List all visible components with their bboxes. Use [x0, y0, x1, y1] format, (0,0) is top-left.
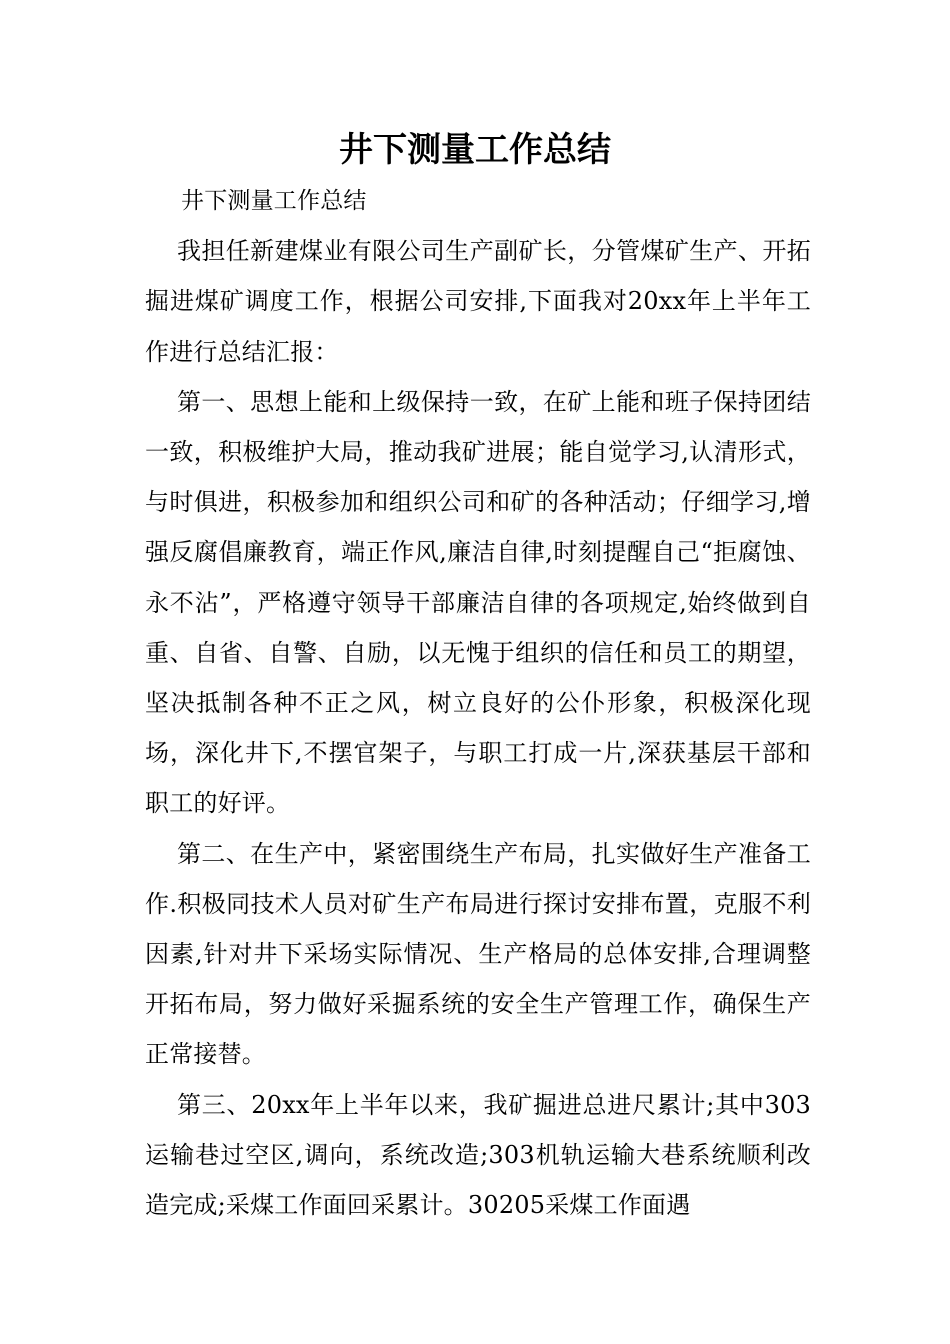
section-two-paragraph: 第二、在生产中，紧密围绕生产布局，扎实做好生产准备工作.积极同技术人员对矿生产布局进行探讨安排布置，克服不利因素,针对井下采场实际情况、生产格局的总体安排,合理调整开拓布局，努力做好采掘系统的安全生产管理工作，确保生产正常接替。: [145, 839, 811, 1069]
document-title: 井下测量工作总结: [339, 130, 611, 170]
section-three-paragraph: 第三、20xx年上半年以来，我矿掘进总进尺累计;其中303运输巷过空区,调向，系统改造;303机轨运输大巷系统顺利改造完成;采煤工作面回采累计。30205采煤工作面遇: [145, 1090, 811, 1220]
intro-paragraph: 我担任新建煤业有限公司生产副矿长，分管煤矿生产、开拓掘进煤矿调度工作，根据公司安排,下面我对20xx年上半年工作进行总结汇报：: [145, 237, 811, 366]
section-one-paragraph: 第一、思想上能和上级保持一致，在矿上能和班子保持团结一致，积极维护大局，推动我矿进展；能自觉学习,认清形式，与时俱进，积极参加和组织公司和矿的各种活动；仔细学习,增强反腐倡廉教育，端正作风,廉洁自律,时刻提醒自己“拒腐蚀、永不沾”，严格遵守领导干部廉洁自律的各项规定,始终做到自重、自省、自警、自励，以无愧于组织的信任和员工的期望，坚决抵制各种不正之风，树立良好的公仆形象，积极深化现场，深化井下,不摆官架子，与职工打成一片,深获基层干部和职工的好评。: [145, 387, 811, 818]
document-body: [145, 176, 811, 1230]
subtitle-paragraph: 井下测量工作总结: [181, 188, 367, 214]
